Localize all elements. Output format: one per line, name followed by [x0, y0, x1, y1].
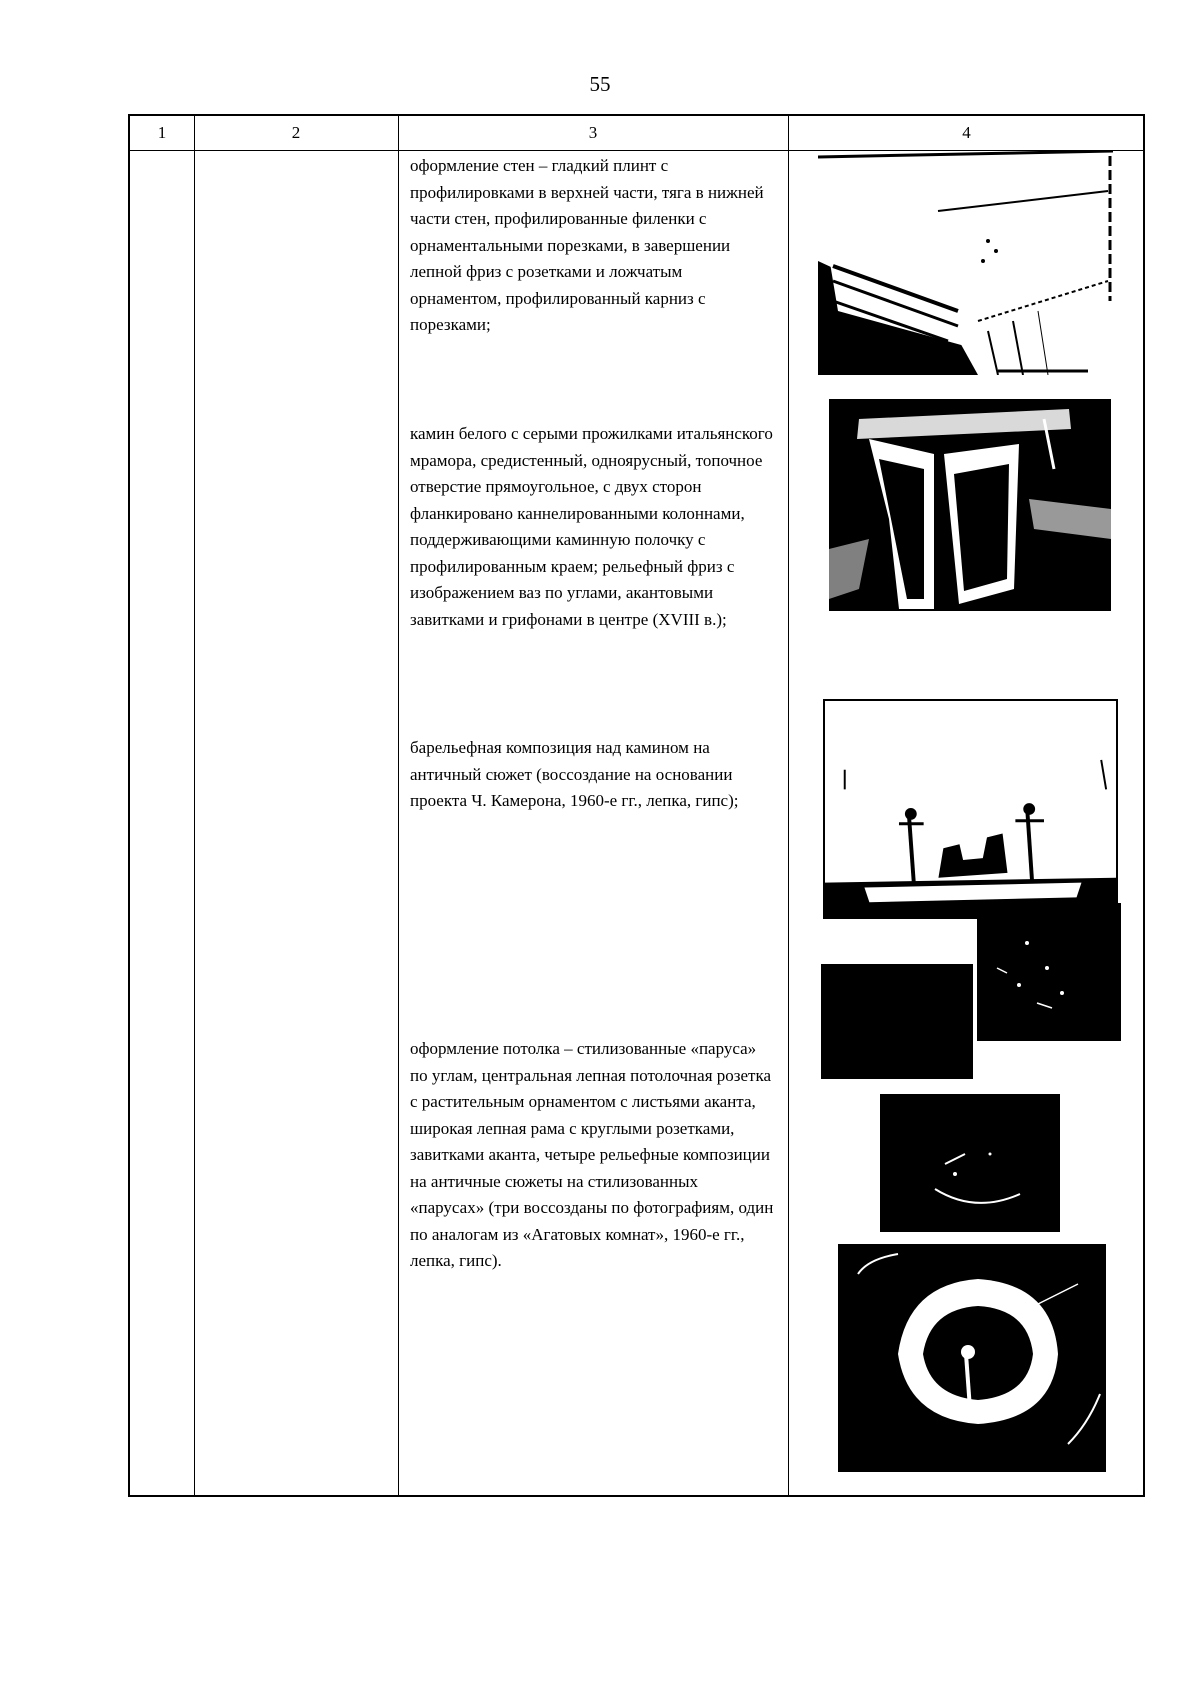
ceiling-rosette-photo — [838, 1244, 1106, 1472]
column-header-4: 4 — [962, 123, 971, 142]
entry-fireplace-text: камин белого с серыми прожилками итальянского мрамора, средистенный, одноярусный, топочное отверстие прямоугольное, с двух сторон фланкировано каннелированными колоннами, поддерживающими каминную полочку с профилированным краем; рельефный фриз с изображением ваз по углами, акантовыми завитками и грифонами в центре (XVIII в.); — [410, 424, 773, 629]
ceiling-photo-dark-right — [977, 903, 1121, 1041]
ceiling-photo-dark-left — [821, 964, 973, 1079]
ceiling-photo-relief — [880, 1094, 1060, 1232]
page-number: 55 — [589, 72, 611, 96]
entry-bas-relief-text: барельефная композиция над камином на античный сюжет (воссоздание на основании проекта Ч. Камерона, 1960-е гг., лепка, гипс); — [410, 738, 739, 810]
column-divider — [788, 116, 789, 1495]
column-header-2: 2 — [291, 123, 301, 142]
fireplace-photo — [829, 399, 1111, 611]
column-header-1: 1 — [157, 123, 167, 142]
bas-relief-photo — [823, 699, 1118, 919]
column-divider — [194, 116, 195, 1495]
entry-ceiling-text: оформление потолка – стилизованные «паруса» по углам, центральная лепная потолочная розетка с растительным орнаментом с листьями аканта, широкая лепная рама с круглыми розетками, завитками аканта, четыре рельефные композиции на античные сюжеты на стилизованных «парусах» (три воссозданы по фотографиям, один по аналогам из «Агатовых комнат», 1960-е гг., лепка, гипс). — [410, 1039, 774, 1270]
wall-decor-photo — [818, 151, 1113, 375]
column-header-3: 3 — [588, 123, 598, 142]
column-divider — [398, 116, 399, 1495]
inventory-table — [128, 114, 1145, 1497]
entry-wall-decor-text: оформление стен – гладкий плинт с профилировками в верхней части, тяга в нижней части стен, профилированные филенки с орнаментальными порезками, в завершении лепной фриз с розетками и ложчатым орнаментом, профилированный карниз с порезками; — [410, 156, 764, 334]
